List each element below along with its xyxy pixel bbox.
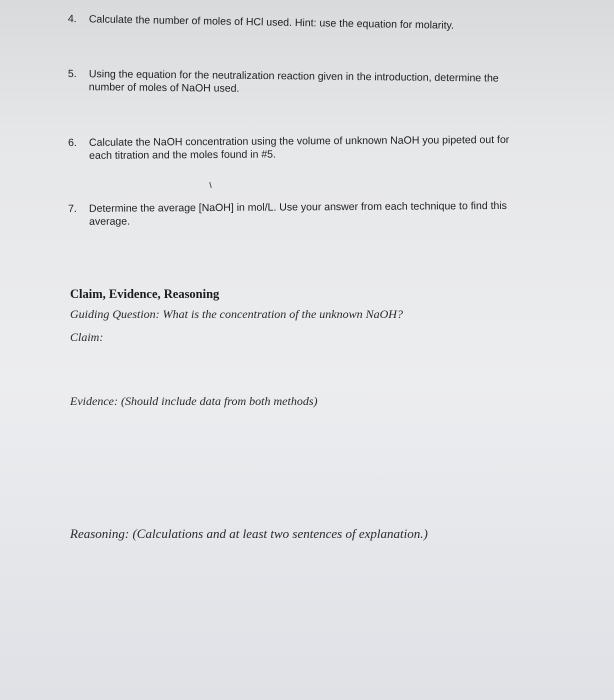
question-text: Using the equation for the neutralization reaction given in the introduction, determine the number of moles of NaOH used.	[88, 68, 499, 95]
guiding-question: Guiding Question: What is the concentration of the unknown NaOH?	[70, 307, 403, 321]
reasoning-label: Reasoning: (Calculations and at least two sentences of explanation.)	[70, 526, 428, 541]
question-number: 5.	[67, 68, 77, 81]
evidence-label: Evidence: (Should include data from both methods)	[70, 394, 318, 408]
pen-mark	[209, 182, 212, 188]
question-number: 4.	[67, 13, 77, 26]
claim-label: Claim:	[70, 330, 104, 344]
question-text: Calculate the NaOH concentration using the volume of unknown NaOH you pipeted out for each titration and the moles found in #5.	[88, 133, 510, 162]
question-text: Calculate the number of moles of HCl used. Hint: use the equation for molarity.	[88, 13, 455, 32]
question-number: 6.	[68, 136, 77, 149]
question-text: Determine the average [NaOH] in mol/L. Use your answer from each technique to find this average.	[88, 199, 507, 228]
cer-heading: Claim, Evidence, Reasoning	[70, 287, 220, 301]
question-number: 7.	[68, 202, 77, 215]
